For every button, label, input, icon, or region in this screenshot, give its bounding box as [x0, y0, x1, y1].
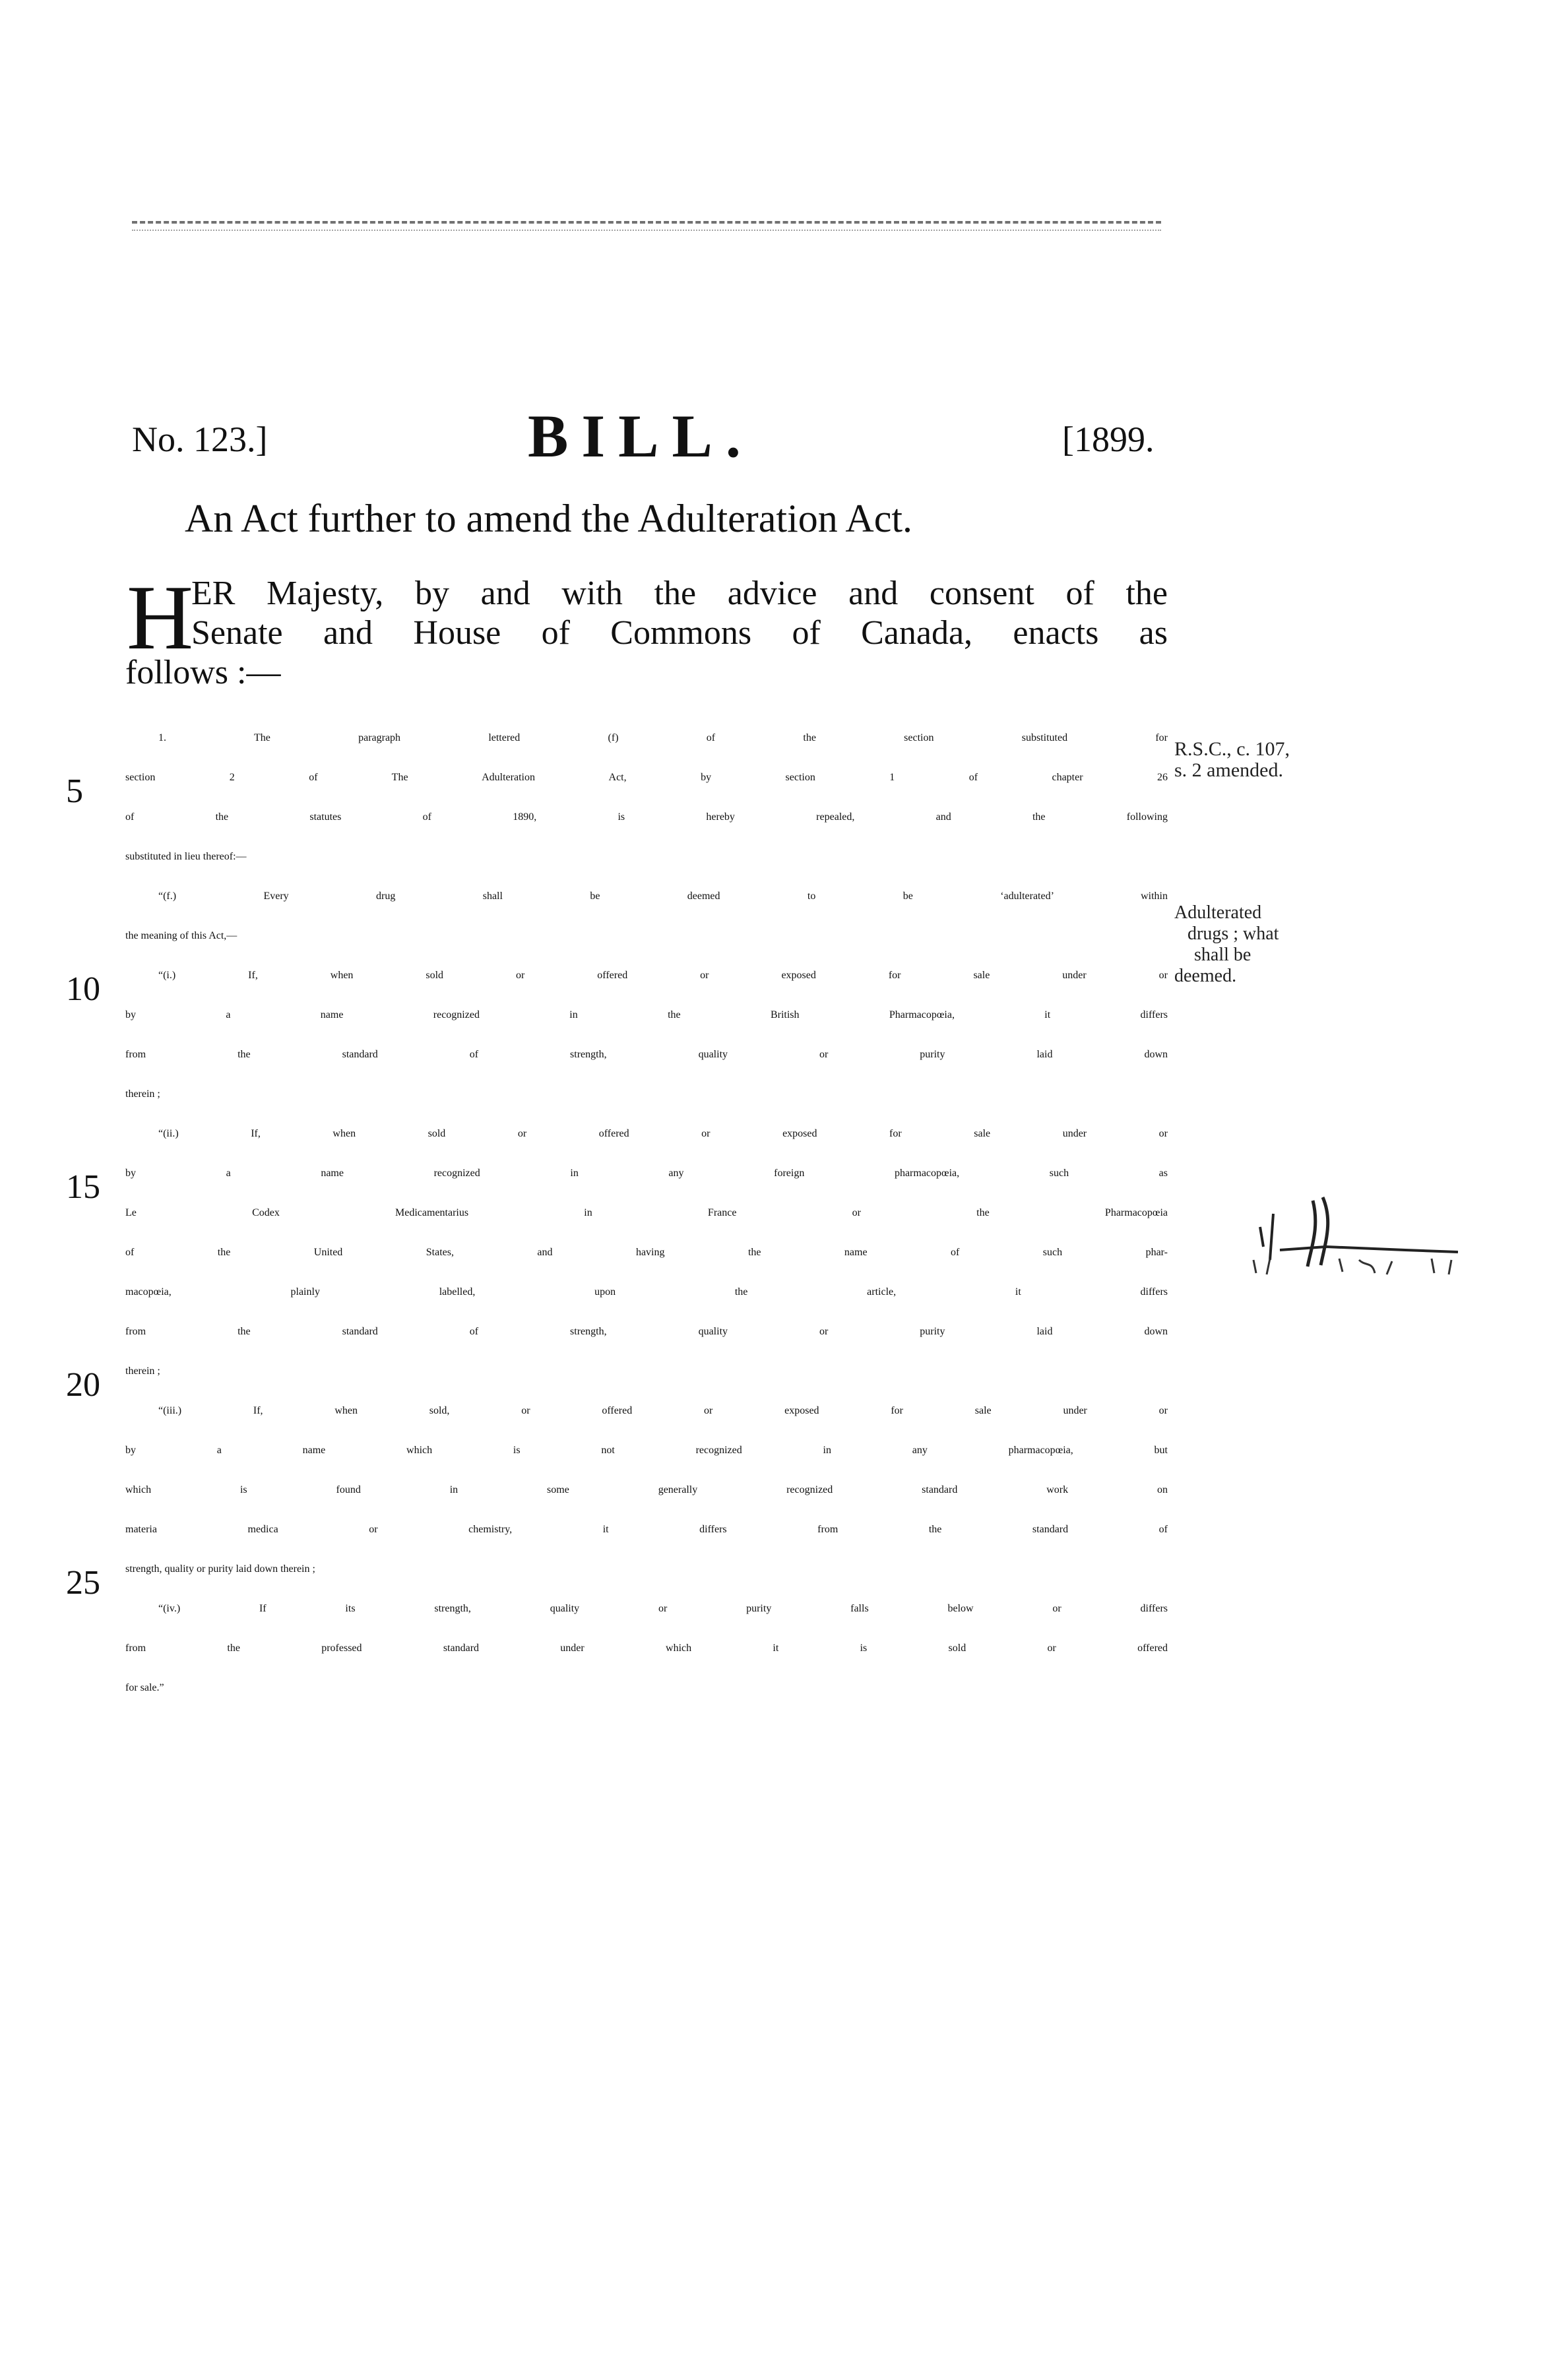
body-line: materia medica or chemistry, it differs from the standard of: [125, 1524, 1168, 1535]
enacting-line: follows :—: [125, 654, 281, 691]
body-line: by a name recognized in any foreign pharmacopœia, such as: [125, 1168, 1168, 1179]
body-line: “(f.) Every drug shall be deemed to be ‘adulterated’ within: [158, 891, 1168, 902]
top-rule: [132, 221, 1161, 224]
body-line: the meaning of this Act,—: [125, 930, 237, 941]
body-line: by a name which is not recognized in any pharmacopœia, but: [125, 1445, 1168, 1456]
line-number: 25: [66, 1564, 100, 1602]
body-line: “(iii.) If, when sold, or offered or exposed for sale under or: [158, 1405, 1168, 1416]
bill-heading: BILL.: [528, 402, 754, 470]
body-line: “(i.) If, when sold or offered or exposed for sale under or: [158, 970, 1168, 981]
marginal-note-line: drugs ; what: [1187, 924, 1279, 944]
body-line: from the standard of strength, quality or purity laid down: [125, 1326, 1168, 1337]
body-line: section 2 of The Adulteration Act, by section 1 of chapter 26: [125, 772, 1168, 783]
line-number: 10: [66, 970, 100, 1008]
body-line: Le Codex Medicamentarius in France or the Pharmacopœia: [125, 1207, 1168, 1218]
line-number: 20: [66, 1366, 100, 1404]
enacting-line: Senate and House of Commons of Canada, enacts as: [191, 614, 1168, 652]
top-rule-secondary: [132, 230, 1161, 231]
marginal-note-adulterated-drugs: [1174, 902, 1279, 987]
body-line: of the statutes of 1890, is hereby repealed, and the following: [125, 811, 1168, 823]
body-line: from the standard of strength, quality or purity laid down: [125, 1049, 1168, 1060]
marginal-note-line: R.S.C., c. 107,: [1174, 738, 1290, 760]
body-line: strength, quality or purity laid down therein ;: [125, 1563, 315, 1575]
body-line: macopœia, plainly labelled, upon the article, it differs: [125, 1286, 1168, 1298]
marginal-note-line: Adulterated: [1174, 902, 1262, 923]
body-line: which is found in some generally recognized standard work on: [125, 1484, 1168, 1495]
marginal-note-line: s. 2 amended.: [1174, 759, 1283, 781]
act-title: An Act further to amend the Adulteration Act.: [185, 497, 913, 540]
enacting-clause: [191, 574, 1168, 653]
enacting-line: ER Majesty, by and with the advice and consent of the: [191, 575, 1168, 612]
body-line: of the United States, and having the name of such phar-: [125, 1247, 1168, 1258]
line-number: 15: [66, 1168, 100, 1206]
body-line: therein ;: [125, 1088, 160, 1100]
handwritten-signature: [1234, 1187, 1498, 1319]
body-line: therein ;: [125, 1365, 160, 1377]
marginal-note-rsc: [1174, 739, 1290, 781]
body-line: by a name recognized in the British Pharmacopœia, it differs: [125, 1009, 1168, 1020]
body-line: “(iv.) If its strength, quality or purity falls below or differs: [158, 1603, 1168, 1614]
marginal-note-line: deemed.: [1174, 966, 1237, 986]
body-line: “(ii.) If, when sold or offered or exposed for sale under or: [158, 1128, 1168, 1139]
body-line: for sale.”: [125, 1682, 164, 1693]
marginal-note-line: shall be: [1194, 945, 1251, 965]
bill-year: [1899.: [1062, 420, 1155, 459]
drop-cap: H: [127, 567, 194, 669]
body-line: from the professed standard under which it is sold or offered: [125, 1643, 1168, 1654]
bill-number: No. 123.]: [132, 420, 268, 459]
section-body: [125, 732, 1168, 1722]
body-line: 1. The paragraph lettered (f) of the section substituted for: [158, 732, 1168, 743]
body-line: substituted in lieu thereof:—: [125, 851, 247, 862]
line-number: 5: [66, 772, 83, 810]
